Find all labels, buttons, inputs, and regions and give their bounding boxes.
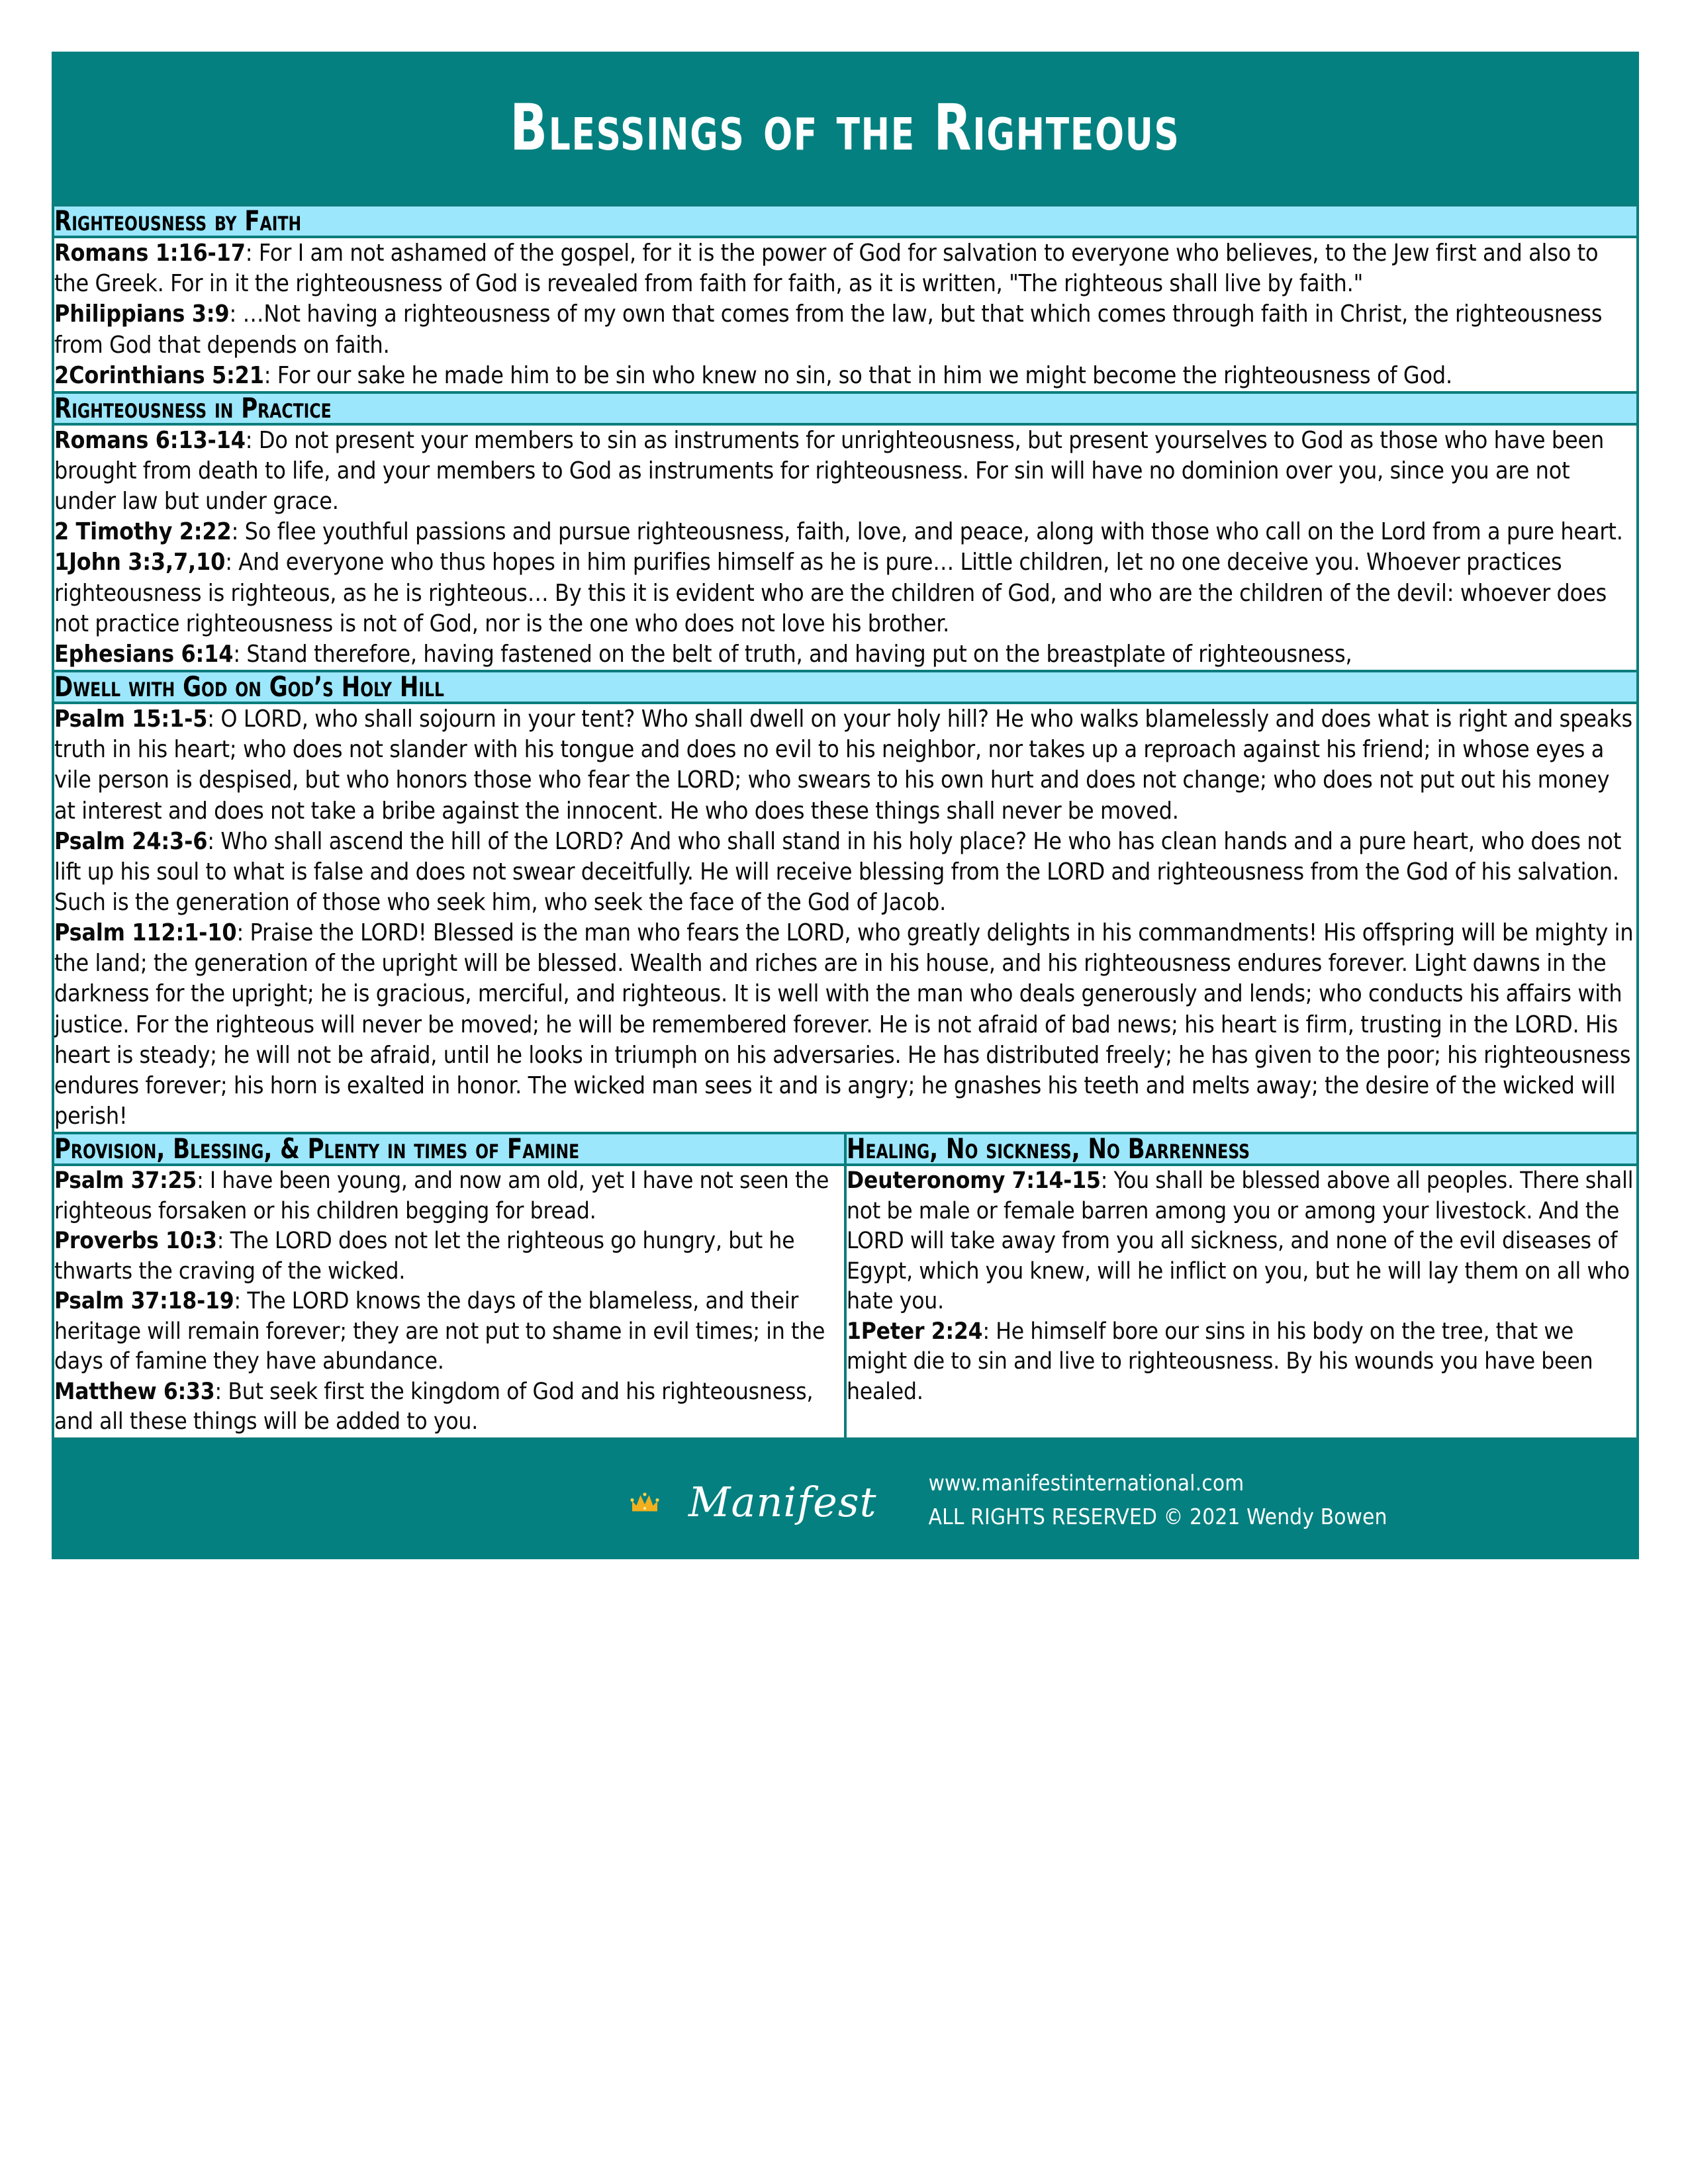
verse-psalm-37-25: [54, 1166, 844, 1226]
verse-reference: Romans 1:16-17: [54, 240, 246, 267]
verse-philippians-3-9: [54, 299, 1636, 360]
section-header-righteousness-in-practice: [53, 392, 1638, 424]
verse-reference: 1John 3:3,7,10: [54, 549, 226, 576]
verse-psalm-37-18-19: [54, 1287, 844, 1377]
manifest-wordmark: Manifest: [688, 1477, 877, 1526]
verse-text: : The LORD does not let the righteous go hungry, but he thwarts the craving of the wicked.: [54, 1228, 795, 1285]
crown-sunburst-icon: [601, 1456, 688, 1543]
table-row: [53, 703, 1638, 1133]
verse-psalm-112-1-10: [54, 918, 1636, 1132]
verse-text: : But seek first the kingdom of God and his righteousness, and all these things will be added to you.: [54, 1378, 814, 1435]
verse-2-timothy-2-22: [54, 517, 1636, 547]
verse-text: : Stand therefore, having fastened on the belt of truth, and having put on the breastplate of righteousness,: [233, 640, 1352, 668]
verse-reference: Psalm 37:18-19: [54, 1288, 234, 1315]
page-footer: [52, 1440, 1639, 1559]
manifest-logo: [601, 1456, 877, 1543]
page-title: Blessings of the Righteous: [510, 91, 1181, 165]
verse-matthew-6-33: [54, 1377, 844, 1437]
verse-text: : I have been young, and now am old, yet I have not seen the righteous forsaken or his children begging for bread.: [54, 1167, 829, 1224]
title-banner: [52, 52, 1639, 204]
section-body-righteousness-by-faith: [53, 237, 1638, 392]
verse-psalm-24-3-6: [54, 827, 1636, 918]
section-body-healing-no-sickness: [845, 1165, 1638, 1439]
footer-website[interactable]: www.manifestinternational.com: [928, 1469, 1244, 1496]
verse-reference: Philippians 3:9: [54, 300, 230, 328]
verse-romans-1-16-17: [54, 238, 1636, 299]
section-heading-label: Righteousness by Faith: [54, 205, 302, 237]
section-heading-label: Righteousness in Practice: [54, 391, 332, 424]
verse-psalm-15-1-5: [54, 704, 1636, 827]
scripture-table: [52, 204, 1639, 1440]
table-row: [53, 205, 1638, 237]
section-heading-label: Dwell with God on God’s Holy Hill: [54, 670, 445, 704]
section-header-healing-no-sickness: [845, 1133, 1638, 1165]
section-header-provision-blessing-plenty: [53, 1133, 845, 1165]
verse-reference: Psalm 24:3-6: [54, 827, 208, 855]
verse-reference: 2Corinthians 5:21: [54, 361, 264, 389]
verse-text: : And everyone who thus hopes in him purifies himself as he is pure… Little children, let no one deceive you. Whoever practices righteousness is righteous, as he is righteous… By this it is evident who are the children of God, and who are the children of the devil: whoever does not practice righteousness is not of God, nor is the one who does not love his brother.: [54, 549, 1607, 637]
document-sheet: [52, 52, 1639, 1559]
verse-reference: Proverbs 10:3: [54, 1228, 217, 1255]
section-body-provision-blessing-plenty: [53, 1165, 845, 1439]
verse-2corinthians-5-21: [54, 361, 1636, 391]
verse-reference: 2 Timothy 2:22: [54, 518, 232, 546]
table-row: [53, 237, 1638, 392]
verse-text: : For our sake he made him to be sin who knew no sin, so that in him we might become the righteousness of God.: [263, 361, 1453, 389]
verse-1peter-2-24: [847, 1317, 1636, 1408]
verse-deuteronomy-7-14-15: [847, 1166, 1636, 1317]
verse-text: : Do not present your members to sin as instruments for unrighteousness, but present yourselves to God as those who have been brought from death to life, and your members to God as instruments for righteousness. For sin will have no dominion over you, since you are not under law but under grace.: [54, 426, 1605, 516]
verse-reference: Romans 6:13-14: [54, 426, 246, 454]
section-body-righteousness-in-practice: [53, 424, 1638, 671]
section-header-righteousness-by-faith: [53, 205, 1638, 237]
table-row: [53, 1165, 1638, 1439]
verse-reference: 1Peter 2:24: [847, 1318, 983, 1345]
verse-text: : The LORD knows the days of the blameless, and their heritage will remain forever; they are not put to shame in evil times; in the days of famine they have abundance.: [54, 1288, 825, 1375]
verse-text: : …Not having a righteousness of my own that comes from the law, but that which comes through faith in Christ, the righteousness from God that depends on faith.: [54, 300, 1603, 359]
section-body-dwell-with-god: [53, 703, 1638, 1133]
footer-copyright: ALL RIGHTS RESERVED © 2021 Wendy Bowen: [928, 1503, 1387, 1529]
footer-info: [929, 1466, 1387, 1533]
verse-romans-6-13-14: [54, 426, 1636, 517]
verse-reference: Deuteronomy 7:14-15: [847, 1167, 1101, 1195]
section-header-dwell-with-god: [53, 671, 1638, 703]
section-heading-label: Healing, No sickness, No Barrenness: [847, 1132, 1250, 1165]
verse-reference: Psalm 15:1-5: [54, 705, 208, 733]
verse-reference: Psalm 112:1-10: [54, 919, 237, 947]
verse-text: : You shall be blessed above all peoples. There shall not be male or female barren among you or among your livestock. And the LORD will take away from you all sickness, and none of the evil diseases of Egypt, which you knew, will he inflict on you, but he will lay them on all who hate you.: [847, 1167, 1634, 1315]
table-row: [53, 1133, 1638, 1165]
verse-text: : O LORD, who shall sojourn in your tent? Who shall dwell on your holy hill? He who walks blamelessly and does what is right and speaks truth in his heart; who does not slander with his tongue and does no evil to his neighbor, nor takes up a reproach against his friend; in whose eyes a vile person is despised, but who honors those who fear the LORD; who swears to his own hurt and does not change; who does not put out his money at interest and does not take a bribe against the innocent. He who does these things shall never be moved.: [54, 705, 1632, 825]
verse-reference: Matthew 6:33: [54, 1378, 215, 1405]
verse-text: : Who shall ascend the hill of the LORD? And who shall stand in his holy place? He who has clean hands and a pure heart, who does not lift up his soul to what is false and does not swear deceitfully. He will receive blessing from the LORD and righteousness from the God of his salvation. Such is the generation of those who seek him, who seek the face of the God of Jacob.: [54, 827, 1622, 916]
section-heading-label: Provision, Blessing, & Plenty in times of Famine: [54, 1132, 580, 1165]
verse-text: : Praise the LORD! Blessed is the man who fears the LORD, who greatly delights in his commandments! His offspring will be mighty in the land; the generation of the upright will be blessed. Wealth and riches are in his house, and his righteousness endures forever. Light dawns in the darkness for the upright; he is gracious, merciful, and righteous. It is well with the man who deals generously and lends; who conducts his affairs with justice. For the righteous will never be moved; he will be remembered forever. He is not afraid of bad news; his heart is firm, trusting in the LORD. His heart is steady; he will not be afraid, until he looks in triumph on his adversaries. He has distributed freely; he has given to the poor; his righteousness endures forever; his horn is exalted in honor. The wicked man sees it and is angry; he gnashes his teeth and melts away; the desire of the wicked will perish!: [54, 919, 1634, 1130]
verse-reference: Psalm 37:25: [54, 1167, 197, 1195]
verse-1john-3-3-7-10: [54, 547, 1636, 639]
table-row: [53, 424, 1638, 671]
verse-text: : For I am not ashamed of the gospel, for it is the power of God for salvation to everyone who believes, to the Jew first and also to the Greek. For in it the righteousness of God is revealed from faith for faith, as it is written, "The righteous shall live by faith.": [54, 240, 1599, 298]
verse-text: : So flee youthful passions and pursue righteousness, faith, love, and peace, along with those who call on the Lord from a pure heart.: [231, 518, 1623, 546]
table-row: [53, 392, 1638, 424]
table-row: [53, 671, 1638, 703]
verse-reference: Ephesians 6:14: [54, 640, 234, 668]
verse-text: : He himself bore our sins in his body on the tree, that we might die to sin and live to righteousness. By his wounds you have been healed.: [847, 1318, 1593, 1405]
verse-ephesians-6-14: [54, 639, 1636, 670]
verse-proverbs-10-3: [54, 1226, 844, 1287]
